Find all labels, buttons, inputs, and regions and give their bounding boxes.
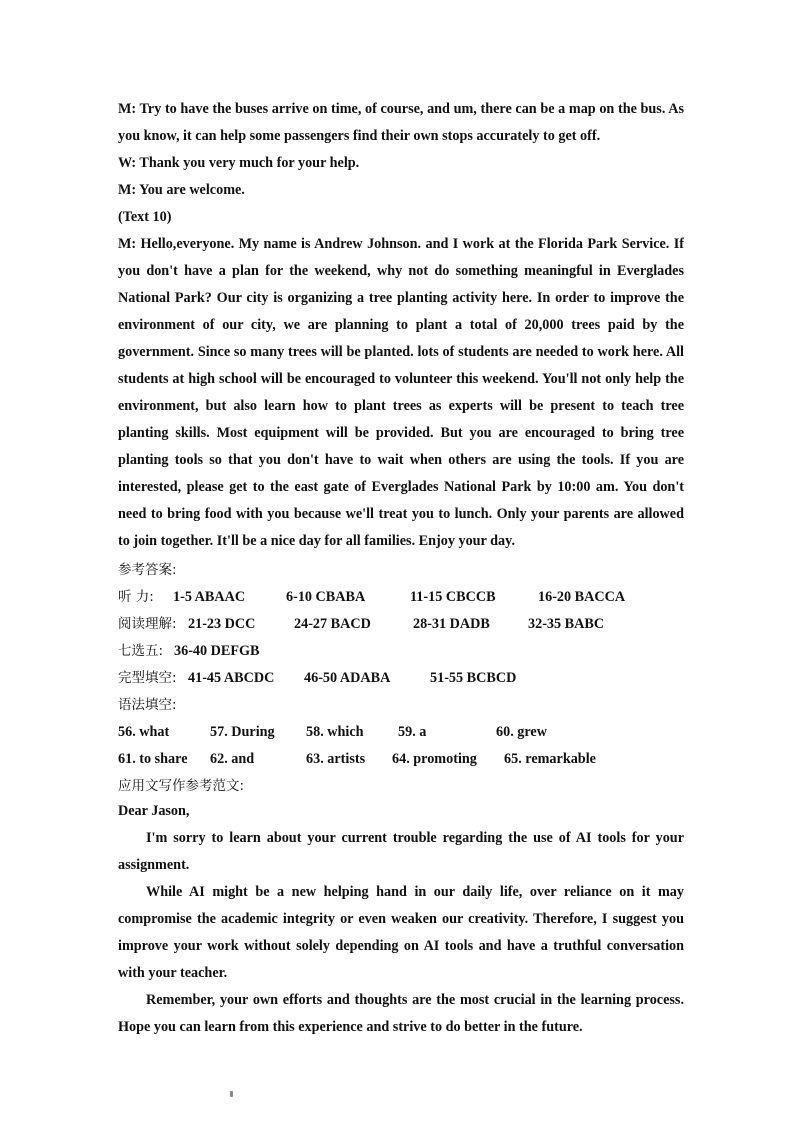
answer-group: 1-5 ABAAC (173, 589, 246, 605)
dialogue-line: M: Try to have the buses arrive on time, of course, and um, there can be a map on the bus. As you know, it can help some passengers find their own stops accurately to get off. (118, 101, 684, 144)
answer-group: 28-31 DADB (413, 616, 490, 632)
sample-letter (118, 798, 684, 1041)
seven-five-answers (118, 638, 684, 665)
answer-item: 57. During (210, 724, 275, 740)
answer-group: 36-40 DEFGB (174, 643, 260, 659)
answer-item: 65. remarkable (504, 751, 596, 767)
answer-item: 62. and (210, 751, 255, 767)
answer-item: 63. artists (306, 751, 366, 767)
answer-group: 16-20 BACCA (538, 589, 626, 605)
section-label: 听 力: (118, 589, 154, 605)
letter-paragraph: I'm sorry to learn about your current trouble regarding the use of AI tools for your assignment. (118, 830, 684, 873)
answer-item: 61. to share (118, 751, 188, 767)
answer-item: 59. a (398, 724, 427, 740)
section-label: 七选五: (118, 643, 164, 659)
letter-paragraph: While AI might be a new helping hand in our daily life, over reliance on it may compromise the academic integrity or even weaken our creativity. Therefore, I suggest you improve your work without solely depending on AI tools and have a truthful conversation with your teacher. (118, 884, 684, 981)
letter-salutation: Dear Jason, (118, 803, 190, 819)
dialogue-line: W: Thank you very much for your help. (118, 155, 360, 171)
answer-group: 51-55 BCBCD (430, 670, 517, 686)
section-label: 阅读理解: (118, 616, 177, 632)
answer-item: 60. grew (496, 724, 547, 740)
dialogue-line: M: You are welcome. (118, 182, 245, 198)
answer-item: 56. what (118, 724, 170, 740)
listening-transcript (118, 96, 684, 555)
grammar-row-1 (118, 719, 684, 746)
letter-paragraph: Remember, your own efforts and thoughts are the most crucial in the learning process. Hope you can learn from this experience and strive to do better in the future. (118, 992, 684, 1035)
answer-group: 11-15 CBCCB (410, 589, 496, 605)
answer-item: 58. which (306, 724, 364, 740)
cloze-answers (118, 665, 684, 692)
section-label: 语法填空: (118, 697, 177, 713)
writing-label: 应用文写作参考范文: (118, 778, 245, 794)
section-label: 完型填空: (118, 670, 177, 686)
reading-answers (118, 611, 684, 638)
answer-key (118, 557, 684, 800)
answer-item: 64. promoting (392, 751, 477, 767)
listening-answers (118, 584, 684, 611)
answer-group: 41-45 ABCDC (188, 670, 275, 686)
text10-body: M: Hello,everyone. My name is Andrew Johnson. and I work at the Florida Park Service. If you don't have a plan for the weekend, why not do something meaningful in Everglades National Park? Our city is organizing a tree planting activity here. In order to improve the environment of our city, we are planning to plant a total of 20,000 trees paid by the government. Since so many trees will be planted. lots of students are needed to work here. All students at high school will be encouraged to volunteer this weekend. You'll not only help the environment, but also learn how to plant trees as experts will be present to teach tree planting skills. Most equipment will be provided. But you are encouraged to bring tree planting tools so that you don't have to wait when others are using the tools. If you are interested, please get to the east gate of Everglades National Park by 10:00 am. You don't need to bring food with you because we'll treat you to lunch. Only your parents are allowed to join together. It'll be a nice day for all families. Enjoy your day. (118, 236, 684, 549)
answer-group: 6-10 CBABA (286, 589, 366, 605)
scan-speck (230, 1091, 233, 1097)
answer-key-title: 参考答案: (118, 562, 177, 578)
writing-label-row (118, 773, 684, 800)
grammar-answers (118, 692, 684, 719)
grammar-row-2 (118, 746, 684, 773)
answer-group: 46-50 ADABA (304, 670, 391, 686)
answer-group: 21-23 DCC (188, 616, 256, 632)
answer-group: 32-35 BABC (528, 616, 605, 632)
text10-heading: (Text 10) (118, 209, 172, 225)
answer-group: 24-27 BACD (294, 616, 371, 632)
